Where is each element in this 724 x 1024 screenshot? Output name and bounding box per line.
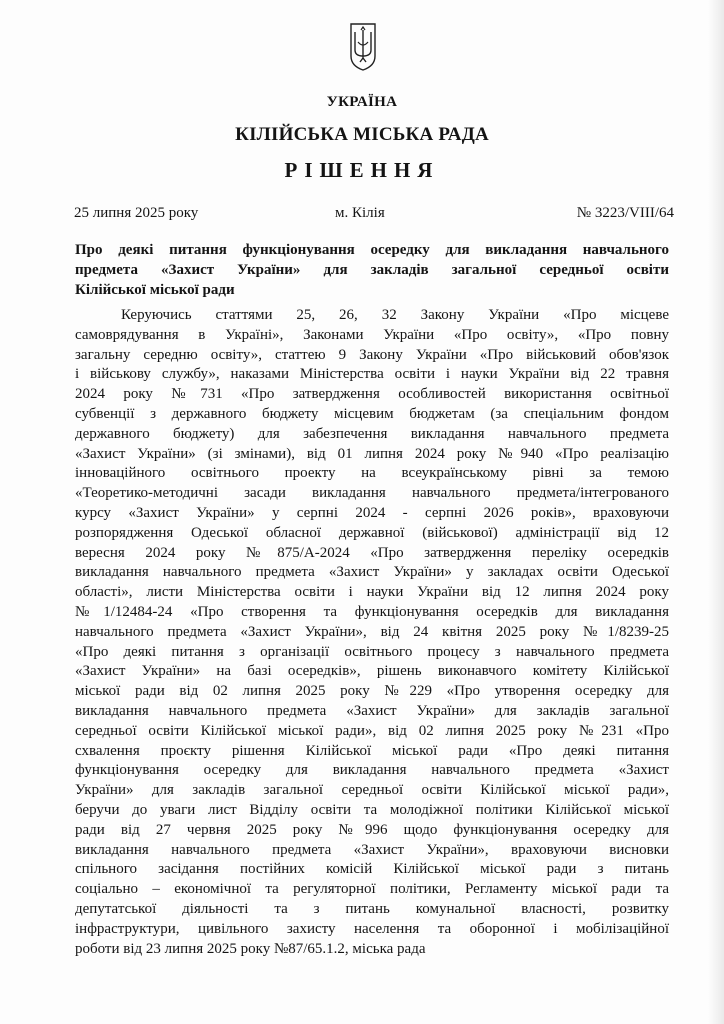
body-line: державного бюджету) для забезпечення викладання навчального предмета bbox=[75, 425, 669, 442]
body-line: «Теоретико-методичні засади викладання навчального предмета/інтегрованого bbox=[75, 485, 669, 502]
body-line: навчального предмета «Захист України», від 24 квітня 2025 року №1/8239-25 bbox=[75, 623, 669, 640]
body-line: загальну середню освіту», статтею 9 Закону України «Про військовий обов'язок bbox=[75, 346, 669, 363]
subject-line: Про деякі питання функціонування осередку для викладання навчального bbox=[75, 242, 669, 258]
body-line: функціонування осередку для викладання навчального предмета «Захист bbox=[75, 762, 669, 779]
body-line: розпорядження Одеської обласної державної (військової) адміністрації від 12 bbox=[75, 524, 669, 541]
body-line: 2024 року №731 «Про затвердження особливостей використання освітньої bbox=[75, 386, 669, 403]
body-line: інноваційного освітнього проекту на всеукраїнському рівні за темою bbox=[75, 465, 669, 482]
decision-preamble bbox=[75, 306, 669, 959]
body-line: №1/12484-24 «Про створення та функціонування осередків для викладання bbox=[75, 603, 669, 620]
decision-subject bbox=[75, 240, 669, 300]
body-line: України» для закладів загальної середньої освіти Кілійської міської ради», bbox=[75, 782, 669, 799]
body-line: Керуючись статтями 25, 26, 32 Закону України «Про місцеве bbox=[121, 307, 669, 323]
body-line: викладання навчального предмета «Захист України», враховуючи висновки bbox=[75, 841, 669, 858]
subject-line: Кілійської міської ради bbox=[75, 282, 235, 298]
decision-date: 25 липня 2025 року bbox=[74, 205, 199, 221]
country-title: УКРАЇНА bbox=[326, 94, 398, 110]
document-type-title: РІШЕННЯ bbox=[284, 158, 440, 182]
body-line: вересня 2024 року №875/А-2024 «Про затвердження переліку осередків bbox=[75, 544, 669, 561]
body-line: інфраструктури, цивільного захисту населення та оборонної і мобілізаційної bbox=[75, 920, 669, 937]
body-line: соціально – економічної та регуляторної політики, Регламенту міської ради та bbox=[75, 881, 669, 898]
body-line: спільного засідання постійних комісій Кілійської міської ради з питань bbox=[75, 861, 669, 878]
body-line: беручи до уваги лист Відділу освіти та молодіжної політики Кілійської міської bbox=[75, 801, 669, 818]
body-line: «Захист України» (зі змінами), від 01 липня 2024 року №940 «Про реалізацію bbox=[75, 445, 669, 462]
body-line: викладання навчального предмета «Захист України» у закладах освіти Одеської bbox=[75, 564, 669, 581]
council-title: КІЛІЙСЬКА МІСЬКА РАДА bbox=[235, 124, 489, 145]
body-line: середньої освіти Кілійської міської ради», від 02 липня 2025 року №231 «Про bbox=[75, 722, 669, 739]
body-line: «Захист України» на базі осередків», рішень виконавчого комітету Кілійської bbox=[75, 663, 669, 680]
body-line: «Про деякі питання з організації освітнього процесу з навчального предмета bbox=[75, 643, 669, 660]
body-line: викладання навчального предмета «Захист України» для закладів загальної bbox=[75, 702, 669, 719]
body-line: міської ради від 02 липня 2025 року №229 «Про утворення осередку для bbox=[75, 683, 669, 700]
scan-shadow bbox=[708, 0, 724, 1024]
body-line: курсу «Захист України» у серпні 2024 - серпні 2026 років», враховуючи bbox=[75, 504, 669, 521]
body-line: депутатської діяльності та з питань комунальної власності, розвитку bbox=[75, 900, 669, 917]
coat-of-arms-trident-icon bbox=[349, 22, 377, 72]
body-line: самоврядування в Україні», Законами України «Про освіту», «Про повну bbox=[75, 326, 669, 343]
body-line: області», листи Міністерства освіти і науки України від 12 липня 2024 року bbox=[75, 584, 669, 601]
decision-number: № 3223/VIII/64 bbox=[576, 205, 674, 221]
body-line: роботи від 23 липня 2025 року №87/65.1.2, міська рада bbox=[75, 940, 426, 957]
body-line: ради від 27 червня 2025 року №996 щодо функціонування осередку для bbox=[75, 821, 669, 838]
decision-city: м. Кілія bbox=[335, 205, 385, 221]
subject-line: предмета «Захист України» для закладів загальної середньої освіти bbox=[75, 262, 669, 278]
body-line: субвенції з державного бюджету місцевим бюджетам (за спеціальним фондом bbox=[75, 405, 669, 422]
body-line: схвалення проєкту рішення Кілійської міської ради «Про деякі питання bbox=[75, 742, 669, 759]
body-line: і військову службу», наказами Міністерства освіти і науки України від 22 травня bbox=[75, 366, 669, 383]
